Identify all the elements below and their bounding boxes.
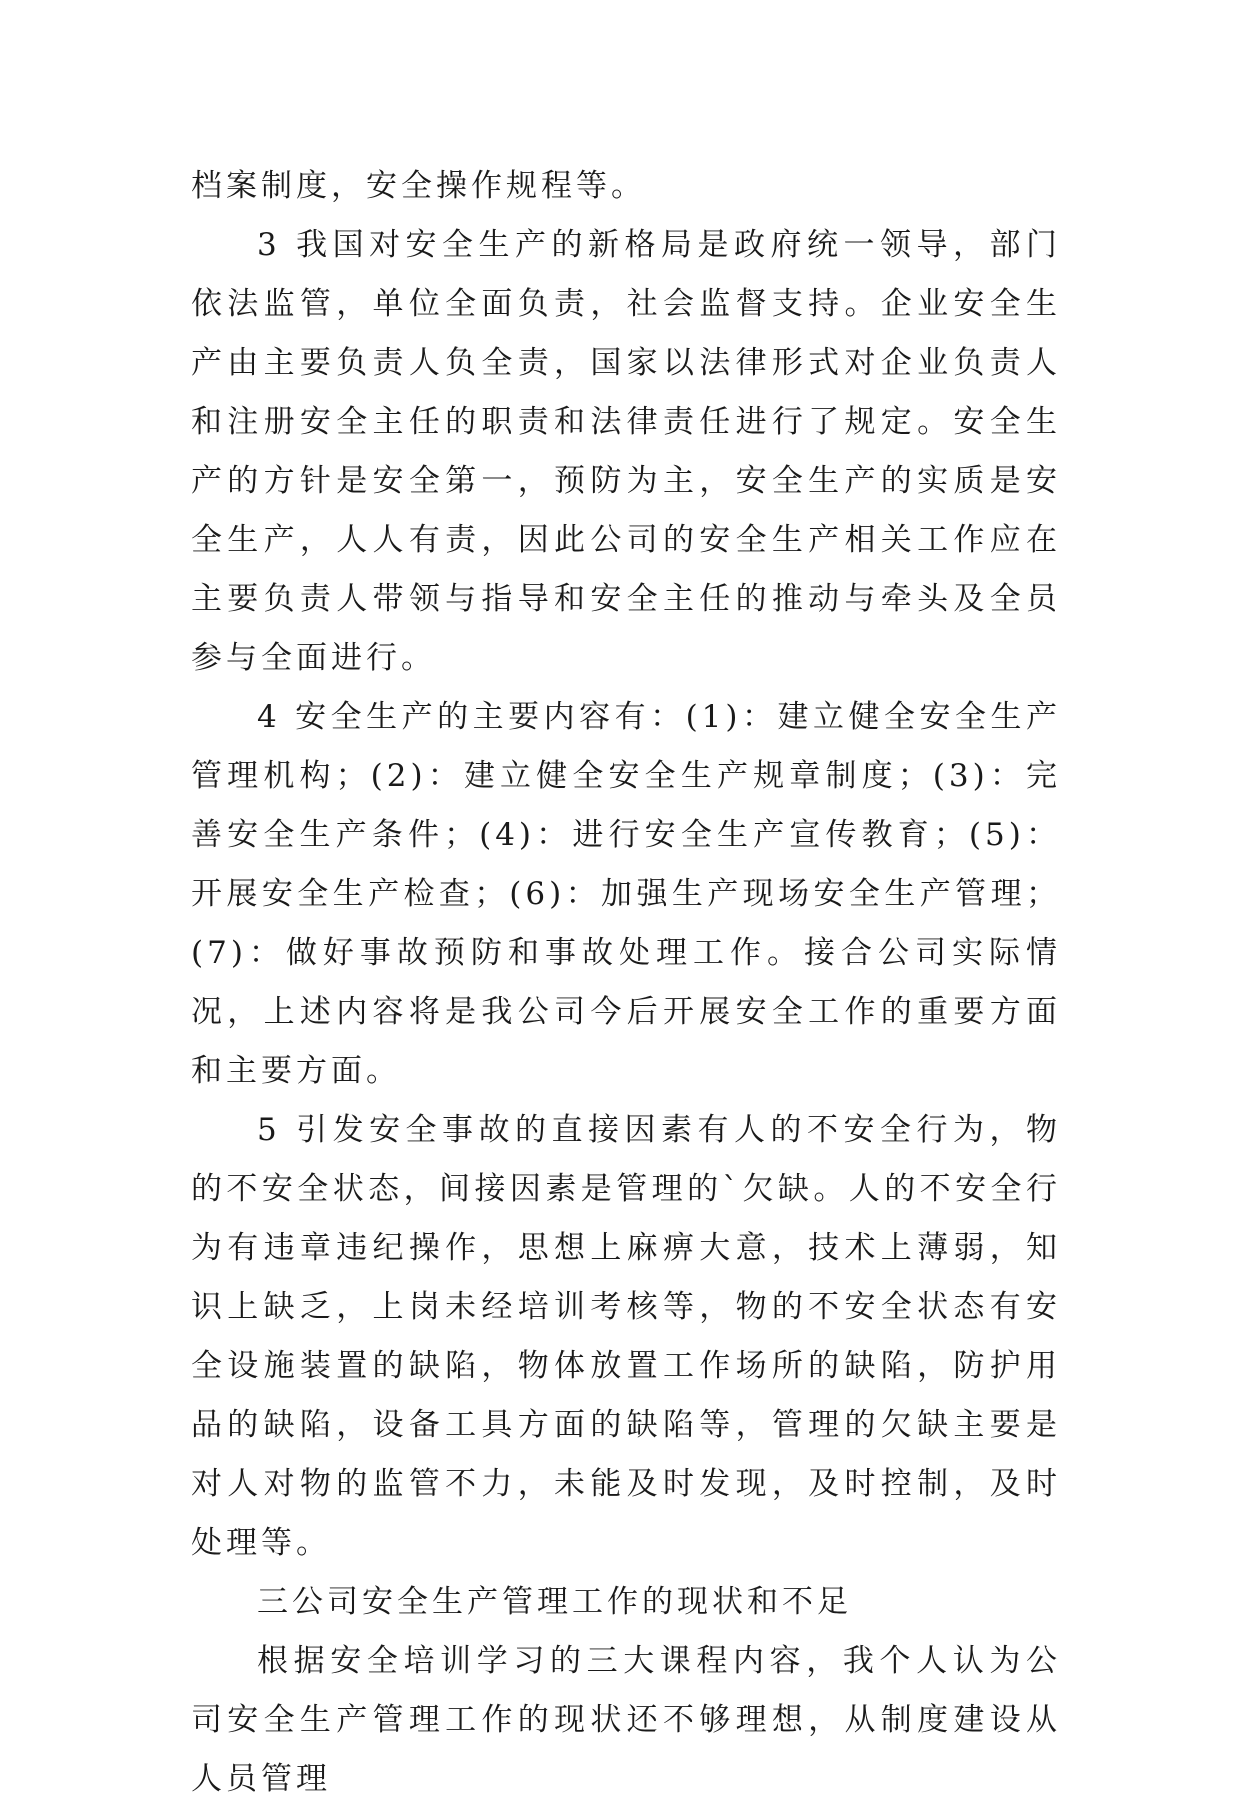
paragraph-item-3: 3 我国对安全生产的新格局是政府统一领导，部门依法监管，单位全面负责，社会监督支持。企业安全生产由主要负责人负全责，国家以法律形式对企业负责人和注册安全主任的职责和法律责任进行了规定。安全生产的方针是安全第一，预防为主，安全生产的实质是安全生产，人人有责，因此公司的安全生产相关工作应在主要负责人带领与指导和安全主任的推动与牵头及全员参与全面进行。: [191, 227, 1061, 676]
paragraph-current-status: 根据安全培训学习的三大课程内容，我个人认为公司安全生产管理工作的现状还不够理想，从制度建设从人员管理: [191, 1643, 1061, 1797]
section-heading-status-and-shortcomings: 三公司安全生产管理工作的现状和不足: [257, 1584, 852, 1620]
paragraph-archive-system: 档案制度，安全操作规程等。: [191, 168, 646, 204]
paragraph-item-5: 5 引发安全事故的直接因素有人的不安全行为，物的不安全状态，间接因素是管理的`欠缺。人的不安全行为有违章违纪操作，思想上麻痹大意，技术上薄弱，知识上缺乏，上岗未经培训考核等，物的不安全状态有安全设施装置的缺陷，物体放置工作场所的缺陷，防护用品的缺陷，设备工具方面的缺陷等，管理的欠缺主要是对人对物的监管不力，未能及时发现，及时控制，及时处理等。: [191, 1112, 1061, 1561]
document-body: [191, 157, 1061, 1809]
paragraph-item-4: 4 安全生产的主要内容有：(1)：建立健全安全生产管理机构；(2)：建立健全安全生产规章制度；(3)：完善安全生产条件；(4)：进行安全生产宣传教育；(5)：开展安全生产检查；(6)：加强生产现场安全生产管理；(7)：做好事故预防和事故处理工作。接合公司实际情况，上述内容将是我公司今后开展安全工作的重要方面和主要方面。: [191, 699, 1061, 1089]
